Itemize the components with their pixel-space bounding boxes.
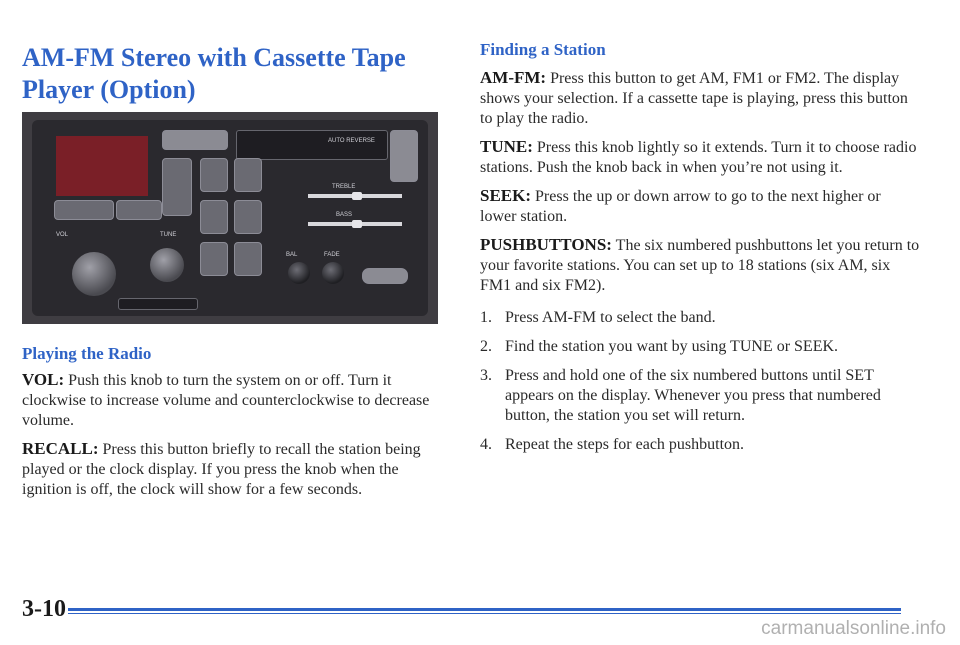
seek-button xyxy=(162,158,192,216)
bass-thumb xyxy=(352,220,362,228)
recall-button xyxy=(116,200,162,220)
list-item xyxy=(480,308,920,328)
pushbutton-4 xyxy=(234,200,262,234)
pushbuttons-term: PUSHBUTTONS: xyxy=(480,235,612,254)
seek-description xyxy=(480,186,920,227)
treble-label: TREBLE xyxy=(332,184,356,190)
auto-reverse-label: AUTO REVERSE xyxy=(328,138,375,144)
page-number: 3-10 xyxy=(22,596,66,622)
step-text: Press AM-FM to select the band. xyxy=(505,309,716,326)
tune-description xyxy=(480,137,920,178)
step-number: 1. xyxy=(480,309,492,326)
step-number: 2. xyxy=(480,338,492,355)
tune-label: TUNE xyxy=(160,232,177,238)
radio-display xyxy=(56,136,148,196)
pushbutton-6 xyxy=(234,242,262,276)
step-text: Find the station you want by using TUNE or SEEK. xyxy=(505,338,839,355)
am-fm-description xyxy=(480,68,920,129)
recall-term: RECALL: xyxy=(22,439,99,458)
pushbutton-1 xyxy=(200,158,228,192)
pushbuttons-text: The six numbered pushbuttons let you return to your favorite stations. You can set up to 18 stations (six AM, six FM1 and six FM2). xyxy=(480,237,920,294)
right-column xyxy=(480,40,920,464)
vol-text: Push this knob to turn the system on or off. Turn it clockwise to increase volume and counterclockwise to decrease volume. xyxy=(22,372,430,429)
recall-description xyxy=(22,439,447,500)
tune-text: Press this knob lightly so it extends. Turn it to choose radio stations. Push the knob back in when you’re not using it. xyxy=(480,139,917,176)
tape-door xyxy=(118,298,198,310)
fade-knob xyxy=(322,262,344,284)
bottom-watermark: carmanualsonline.info xyxy=(761,618,946,639)
recall-text: Press this button briefly to recall the station being played or the clock display. If you press the knob when the ignition is off, the clock will show for a few seconds. xyxy=(22,441,421,498)
step-number: 3. xyxy=(480,367,492,384)
vol-label: VOL xyxy=(56,232,69,238)
pushbutton-5 xyxy=(200,242,228,276)
radio-photo xyxy=(22,112,438,324)
am-fm-term: AM-FM: xyxy=(480,68,547,87)
bal-knob xyxy=(288,262,310,284)
footer-rule-thin xyxy=(68,613,901,614)
pushbutton-2 xyxy=(234,158,262,192)
tune-term: TUNE: xyxy=(480,137,533,156)
bal-label: BAL xyxy=(286,252,298,258)
pushbutton-3 xyxy=(200,200,228,234)
finding-station-heading: Finding a Station xyxy=(480,40,606,59)
am-fm-text: Press this button to get AM, FM1 or FM2. The display shows your selection. If a cassette tape is playing, press this button to play the radio. xyxy=(480,70,908,127)
step-text: Repeat the steps for each pushbutton. xyxy=(505,436,745,453)
page-title: AM-FM Stereo with Cassette Tape Player (Option) xyxy=(22,43,406,104)
list-item xyxy=(480,366,920,426)
treble-thumb xyxy=(352,192,362,200)
eject-button xyxy=(390,130,418,182)
radio-top-button xyxy=(162,130,228,150)
bass-label: BASS xyxy=(336,212,353,218)
fade-label: FADE xyxy=(324,252,340,258)
vol-knob xyxy=(72,252,116,296)
steps-list xyxy=(480,308,920,455)
playing-radio-heading: Playing the Radio xyxy=(22,344,152,363)
tape-control-button xyxy=(362,268,408,284)
list-item xyxy=(480,337,920,357)
left-column xyxy=(22,344,447,508)
vol-description xyxy=(22,370,447,431)
vol-term: VOL: xyxy=(22,370,65,389)
tune-knob xyxy=(150,248,184,282)
seek-text: Press the up or down arrow to go to the next higher or lower station. xyxy=(480,188,881,225)
seek-term: SEEK: xyxy=(480,186,532,205)
step-text: Press and hold one of the six numbered buttons until SET appears on the display. Whenever you press that numbered button, the station you set will return. xyxy=(505,367,881,424)
pushbuttons-description xyxy=(480,235,920,296)
list-item xyxy=(480,435,920,455)
footer-rule xyxy=(68,608,901,611)
am-fm-button xyxy=(54,200,114,220)
step-number: 4. xyxy=(480,436,492,453)
cassette-slot xyxy=(236,130,388,160)
